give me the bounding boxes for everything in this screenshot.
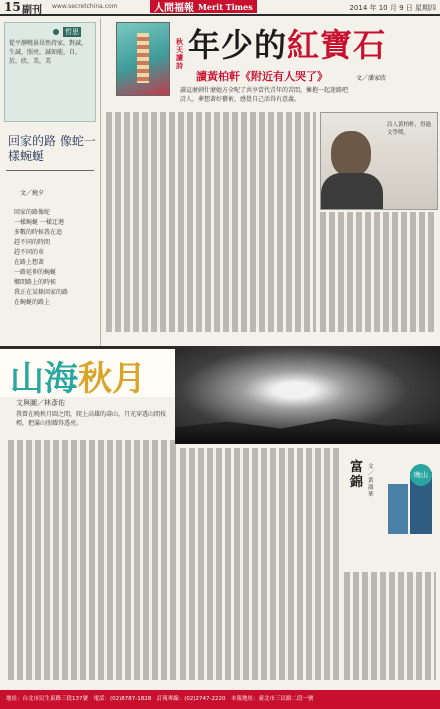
feature-subtitle: 讀黃柏軒《附近有人哭了》 bbox=[196, 70, 328, 83]
autumn-lead: 我曾在晚秋月圓之間，爬上高雄的壽山，月光穿透山間枝椏，把滿山照耀得透亮。 bbox=[16, 411, 167, 427]
feature-title bbox=[188, 20, 386, 66]
feature-body-text-right bbox=[320, 212, 436, 332]
fortune-author: 文／黃淑華 bbox=[368, 464, 374, 498]
poem-line: 趕不同的時間 bbox=[14, 239, 51, 246]
poem bbox=[14, 208, 96, 308]
autumn-title-part2: 秋月 bbox=[78, 359, 146, 399]
feature-author: 文／潘家欣 bbox=[356, 75, 387, 82]
autumn-title-part1: 山海 bbox=[10, 359, 78, 399]
fortune-badge bbox=[410, 464, 432, 486]
fortune-block bbox=[344, 448, 440, 568]
logo bbox=[150, 0, 257, 13]
autumn-title bbox=[10, 351, 146, 400]
essay-divider bbox=[6, 170, 94, 171]
feature-title-part1: 年少的 bbox=[188, 26, 288, 64]
book-cover-image bbox=[116, 22, 170, 96]
poem-line: 趕不同的車 bbox=[14, 249, 45, 256]
feature-title-part2: 紅寶石 bbox=[287, 26, 387, 64]
autumn-title-block bbox=[0, 346, 175, 397]
page-number: 15 bbox=[4, 0, 21, 14]
author-body bbox=[321, 173, 383, 210]
autumn-byline: 文與圖／林彥佑 bbox=[16, 399, 65, 407]
poem-line: 多數的時候我在追 bbox=[14, 229, 63, 236]
essay-title-text: 回家的路 像蛇一樣蜿蜒 bbox=[8, 134, 96, 163]
footer-bar bbox=[0, 690, 440, 709]
quote-icon bbox=[53, 29, 59, 35]
autumn-body-text-2 bbox=[180, 448, 340, 680]
poem-line: 一樣蜿蜒 一樣迂迴 bbox=[14, 219, 64, 226]
photo-caption: 詩人黃柏軒，得過文學獎。 bbox=[387, 122, 432, 136]
quote-text: 從平靜曉景昂然持家，對誠，生誠，照亮，誠如能，自，於，欣，美，美 bbox=[9, 40, 88, 65]
book-cover-tower bbox=[137, 33, 149, 83]
section-name: 副刊 bbox=[22, 5, 42, 16]
logo-cn: 人間福報 bbox=[154, 3, 194, 14]
sidebar bbox=[0, 18, 101, 348]
logo-en: Merit Times bbox=[198, 1, 253, 12]
building-icon bbox=[388, 484, 408, 534]
fortune-body-text bbox=[344, 572, 436, 680]
poem-line: 在蜿蜒的路上 bbox=[14, 299, 51, 306]
header-url: www.secretchina.com bbox=[52, 3, 118, 10]
feature-kicker: 秋天讀詩 bbox=[176, 37, 183, 70]
feature-lead: 讀這麼刺什麼她方全呢了共享當代青年的苦悶，擁抱一起迷路吧詩人，夢想著好藝術，感覺自己活得有意義。 bbox=[180, 87, 349, 103]
quote-section-label: 哲思 bbox=[65, 28, 79, 36]
quote-box bbox=[4, 22, 96, 122]
poem-line: 在路上想著 bbox=[14, 259, 45, 266]
essay-author: 文／燒夕 bbox=[20, 190, 45, 197]
poem-line: 一路延伸的蜿蜒 bbox=[14, 269, 57, 276]
footer-text: 地址：台北市民生東路三段137號 電話：(02)8787-1828 訂報專線：(02)2747-2220 本報地址：臺北市三民路二段一號 bbox=[6, 696, 314, 702]
autumn-body-text bbox=[8, 440, 176, 680]
page-header bbox=[0, 0, 440, 16]
moon-sky-photo bbox=[175, 346, 440, 444]
author-head bbox=[331, 131, 371, 177]
poem-line: 我正在某條回家的路 bbox=[14, 289, 69, 296]
issue-date: 2014 年 10 月 9 日 星期四 bbox=[349, 4, 436, 12]
photo-mountain bbox=[175, 416, 440, 444]
author-photo bbox=[320, 112, 438, 210]
poem-line: 回家的路像蛇 bbox=[14, 209, 51, 216]
poem-line: 鄉間路上的時候 bbox=[14, 279, 57, 286]
feature-body-text bbox=[106, 112, 316, 332]
city-illustration bbox=[384, 464, 438, 534]
essay-title bbox=[8, 134, 96, 164]
fortune-title: 富錦 bbox=[350, 460, 364, 490]
fortune-badge-text: 晚山 bbox=[414, 471, 428, 479]
